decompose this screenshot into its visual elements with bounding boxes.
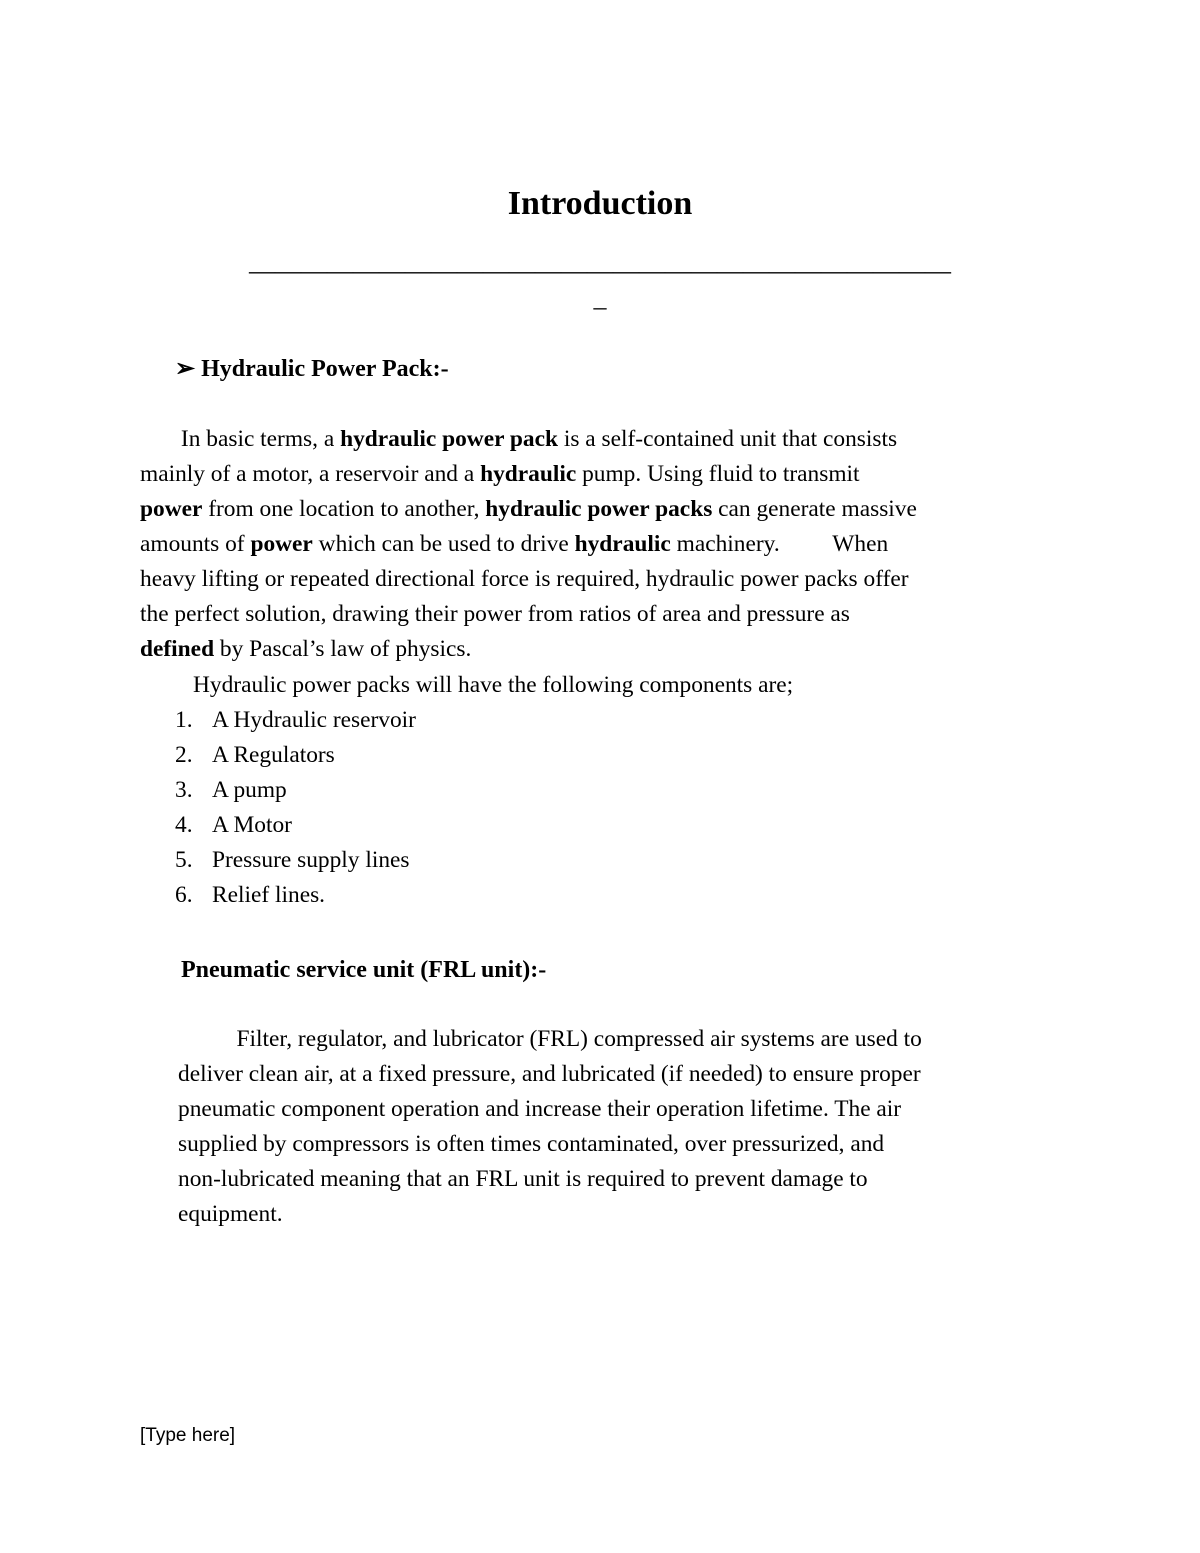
list-item-number: 4. <box>175 812 193 838</box>
list-item-number: 2. <box>175 742 193 768</box>
list-item-number: 3. <box>175 777 193 803</box>
list-item-label: Pressure supply lines <box>212 847 410 873</box>
hydraulic-paragraph-line: In basic terms, a hydraulic power pack is a self-contained unit that consists <box>140 426 898 452</box>
hydraulic-paragraph-line: amounts of power which can be used to drive hydraulic machinery. When <box>140 531 889 557</box>
pneumatic-paragraph <box>178 1022 922 1232</box>
list-item-number: 5. <box>175 847 193 873</box>
pneumatic-paragraph-line: deliver clean air, at a fixed pressure, and lubricated (if needed) to ensure proper <box>178 1061 921 1087</box>
list-item-label: A Motor <box>212 812 292 838</box>
title-underline-tail: – <box>593 292 607 321</box>
list-item-number: 6. <box>175 882 193 908</box>
page-title: Introduction <box>507 185 693 222</box>
hydraulic-heading-text: Hydraulic Power Pack:- <box>201 356 449 382</box>
list-item-label: A pump <box>212 777 287 803</box>
pneumatic-paragraph-line: supplied by compressors is often times contaminated, over pressurized, and <box>178 1131 885 1157</box>
list-item-number: 1. <box>175 707 193 733</box>
list-item-label: Relief lines. <box>212 882 326 908</box>
hydraulic-paragraph-line: defined by Pascal’s law of physics. <box>140 636 472 662</box>
hydraulic-paragraph-line: heavy lifting or repeated directional force is required, hydraulic power packs offer <box>140 566 909 592</box>
list-item <box>175 808 416 843</box>
arrow-bullet-icon: ➢ <box>175 356 196 382</box>
pneumatic-heading-text: Pneumatic service unit (FRL unit):- <box>181 957 547 983</box>
list-item <box>175 703 416 738</box>
title-underline: ——————————————————————————— <box>249 256 951 285</box>
hydraulic-paragraph-line: power from one location to another, hydraulic power packs can generate massive <box>140 496 917 522</box>
hydraulic-section-heading <box>175 354 449 384</box>
list-item <box>175 878 416 913</box>
list-item-label: A Hydraulic reservoir <box>212 707 416 733</box>
hydraulic-paragraph-line: mainly of a motor, a reservoir and a hydraulic pump. Using fluid to transmit <box>140 461 860 487</box>
list-item <box>175 773 416 808</box>
list-item-label: A Regulators <box>212 742 335 768</box>
list-item <box>175 843 416 878</box>
pneumatic-paragraph-line: non-lubricated meaning that an FRL unit is required to prevent damage to <box>178 1166 868 1192</box>
hydraulic-paragraph-line: the perfect solution, drawing their power from ratios of area and pressure as <box>140 601 850 627</box>
pneumatic-section-heading <box>175 955 546 985</box>
pneumatic-paragraph-line: pneumatic component operation and increase their operation lifetime. The air <box>178 1096 902 1122</box>
components-list <box>175 703 416 913</box>
pneumatic-paragraph-line: Filter, regulator, and lubricator (FRL) compressed air systems are used to <box>178 1026 922 1052</box>
footer-placeholder[interactable]: [Type here] <box>140 1425 236 1446</box>
pneumatic-paragraph-line: equipment. <box>178 1201 283 1227</box>
list-item <box>175 738 416 773</box>
components-intro: Hydraulic power packs will have the following components are; <box>193 672 794 698</box>
hydraulic-paragraph <box>140 422 917 667</box>
